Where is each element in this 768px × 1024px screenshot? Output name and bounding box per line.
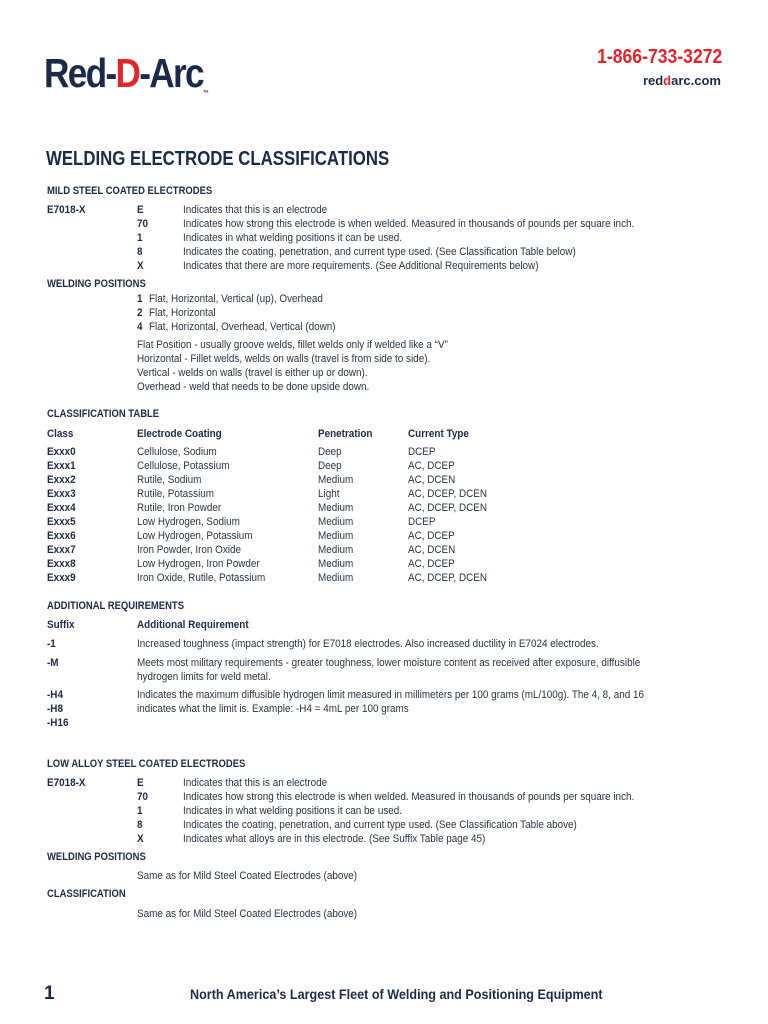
suffix-cell: -H16	[47, 717, 69, 729]
table-header-penetration: Penetration	[318, 428, 373, 440]
table-cell-class: Exxx2	[47, 474, 76, 486]
position-desc: Flat, Horizontal	[149, 307, 216, 319]
brand-logo	[44, 50, 209, 97]
requirement-cell: Indicates the maximum diffusible hydrogen limit measured in millimeters per 100 grams (mL/100g). The 4, 8, and 16 indicates what the limit is. Example: -H4 = 4mL per 100 grams	[137, 689, 644, 715]
table-cell-class: Exxx4	[47, 502, 76, 514]
mild-desc: Indicates that this is an electrode	[183, 204, 328, 216]
suffix-cell: -H4	[47, 689, 63, 701]
table-header-current: Current Type	[408, 428, 469, 440]
low-alloy-key: 8	[137, 819, 143, 831]
requirement-cell: Meets most military requirements - greater toughness, lower moisture content as received after exposure, diffusible hydrogen limits for weld metal.	[137, 657, 641, 683]
mild-desc: Indicates that there are more requirements. (See Additional Requirements below)	[183, 260, 539, 272]
table-cell-coating: Low Hydrogen, Sodium	[137, 516, 240, 528]
table-cell-class: Exxx3	[47, 488, 76, 500]
table-cell-coating: Rutile, Sodium	[137, 474, 202, 486]
position-desc: Flat, Horizontal, Overhead, Vertical (down)	[149, 321, 336, 333]
position-note: Flat Position - usually groove welds, fillet welds only if welded like a “V”	[137, 339, 448, 351]
low-alloy-classification-text: Same as for Mild Steel Coated Electrodes (above)	[137, 908, 358, 920]
phone-number: 1-866-733-3272	[596, 46, 722, 68]
site-part-2: d	[663, 73, 672, 88]
table-cell-penetration: Medium	[318, 516, 354, 528]
mild-key: 8	[137, 246, 143, 258]
low-alloy-positions-text: Same as for Mild Steel Coated Electrodes (above)	[137, 870, 358, 882]
mild-desc: Indicates how strong this electrode is when welded. Measured in thousands of pounds per square inch.	[183, 218, 635, 230]
table-cell-class: Exxx7	[47, 544, 76, 556]
mild-key: 70	[137, 218, 149, 230]
low-alloy-key: X	[137, 833, 144, 845]
table-cell-class: Exxx0	[47, 446, 76, 458]
site-part-3: arc.com	[671, 73, 721, 88]
table-cell-coating: Cellulose, Sodium	[137, 446, 217, 458]
mild-desc: Indicates the coating, penetration, and current type used. (See Classification Table below)	[183, 246, 576, 258]
table-cell-penetration: Deep	[318, 446, 342, 458]
low-alloy-desc: Indicates what alloys are in this electrode. (See Suffix Table page 45)	[183, 833, 486, 845]
table-cell-current: AC, DCEP	[408, 530, 455, 542]
table-cell-current: AC, DCEN	[408, 474, 456, 486]
section-heading-additional: ADDITIONAL REQUIREMENTS	[47, 600, 185, 612]
table-cell-penetration: Medium	[318, 572, 354, 584]
low-alloy-key: 70	[137, 791, 149, 803]
table-cell-current: AC, DCEP	[408, 460, 455, 472]
mild-key: 1	[137, 232, 143, 244]
table-cell-current: AC, DCEP, DCEN	[408, 502, 488, 514]
logo-text-left: Red-	[44, 50, 116, 96]
page-title: WELDING ELECTRODE CLASSIFICATIONS	[46, 148, 390, 170]
table-cell-current: DCEP	[408, 446, 436, 458]
section-heading-low-alloy: LOW ALLOY STEEL COATED ELECTRODES	[47, 758, 246, 770]
table-cell-penetration: Light	[318, 488, 340, 500]
low-alloy-desc: Indicates that this is an electrode	[183, 777, 328, 789]
table-cell-penetration: Medium	[318, 558, 354, 570]
low-alloy-desc: Indicates how strong this electrode is when welded. Measured in thousands of pounds per square inch.	[183, 791, 635, 803]
table-header-coating: Electrode Coating	[137, 428, 222, 440]
mild-key: E	[137, 204, 144, 216]
table-cell-class: Exxx9	[47, 572, 76, 584]
mild-key: X	[137, 260, 144, 272]
position-note: Vertical - welds on walls (travel is either up or down).	[137, 367, 368, 379]
table-header-class: Class	[47, 428, 74, 440]
position-note: Horizontal - Fillet welds, welds on walls (travel is from side to side).	[137, 353, 431, 365]
page-number: 1	[44, 983, 55, 1004]
mild-desc: Indicates in what welding positions it can be used.	[183, 232, 403, 244]
footer-tagline: North America’s Largest Fleet of Welding and Positioning Equipment	[190, 986, 603, 1002]
position-desc: Flat, Horizontal, Vertical (up), Overhead	[149, 293, 323, 305]
requirement-cell: Increased toughness (impact strength) for E7018 electrodes. Also increased ductility in E7024 electrodes.	[137, 638, 599, 650]
low-alloy-desc: Indicates the coating, penetration, and current type used. (See Classification Table above)	[183, 819, 577, 831]
mild-code: E7018-X	[47, 204, 86, 216]
table-cell-class: Exxx1	[47, 460, 76, 472]
section-heading-mild-steel: MILD STEEL COATED ELECTRODES	[47, 185, 213, 197]
table-cell-coating: Low Hydrogen, Iron Powder	[137, 558, 260, 570]
section-heading-low-alloy-positions: WELDING POSITIONS	[47, 851, 146, 863]
table-cell-coating: Cellulose, Potassium	[137, 460, 230, 472]
table-cell-class: Exxx8	[47, 558, 76, 570]
requirement-header: Additional Requirement	[137, 619, 249, 631]
table-cell-coating: Low Hydrogen, Potassium	[137, 530, 253, 542]
logo-trademark: ™	[202, 90, 209, 97]
position-key: 2	[137, 307, 143, 319]
logo-text-mid: D	[115, 50, 140, 96]
table-cell-current: AC, DCEP, DCEN	[408, 488, 488, 500]
position-key: 4	[137, 321, 143, 333]
position-key: 1	[137, 293, 143, 305]
table-cell-coating: Rutile, Iron Powder	[137, 502, 222, 514]
position-note: Overhead - weld that needs to be done upside down.	[137, 381, 370, 393]
section-heading-classification: CLASSIFICATION TABLE	[47, 408, 160, 420]
table-cell-current: DCEP	[408, 516, 436, 528]
low-alloy-desc: Indicates in what welding positions it can be used.	[183, 805, 403, 817]
table-cell-coating: Iron Oxide, Rutile, Potassium	[137, 572, 266, 584]
table-cell-current: AC, DCEP, DCEN	[408, 572, 488, 584]
table-cell-penetration: Medium	[318, 544, 354, 556]
suffix-cell: -H8	[47, 703, 63, 715]
low-alloy-code: E7018-X	[47, 777, 86, 789]
table-cell-coating: Rutile, Potassium	[137, 488, 215, 500]
table-cell-penetration: Medium	[318, 474, 354, 486]
table-cell-class: Exxx5	[47, 516, 76, 528]
table-cell-penetration: Medium	[318, 530, 354, 542]
section-heading-positions: WELDING POSITIONS	[47, 278, 146, 290]
low-alloy-key: E	[137, 777, 144, 789]
logo-text-right: -Arc	[139, 50, 203, 96]
table-cell-current: AC, DCEP	[408, 558, 455, 570]
suffix-cell: -1	[47, 638, 56, 650]
table-cell-penetration: Deep	[318, 460, 342, 472]
website-link[interactable]	[643, 73, 721, 88]
suffix-cell: -M	[47, 657, 59, 669]
low-alloy-key: 1	[137, 805, 143, 817]
table-cell-coating: Iron Powder, Iron Oxide	[137, 544, 242, 556]
table-cell-penetration: Medium	[318, 502, 354, 514]
suffix-header: Suffix	[47, 619, 75, 631]
section-heading-low-alloy-classification: CLASSIFICATION	[47, 888, 126, 900]
table-cell-current: AC, DCEN	[408, 544, 456, 556]
site-part-1: red	[642, 73, 664, 88]
table-cell-class: Exxx6	[47, 530, 76, 542]
